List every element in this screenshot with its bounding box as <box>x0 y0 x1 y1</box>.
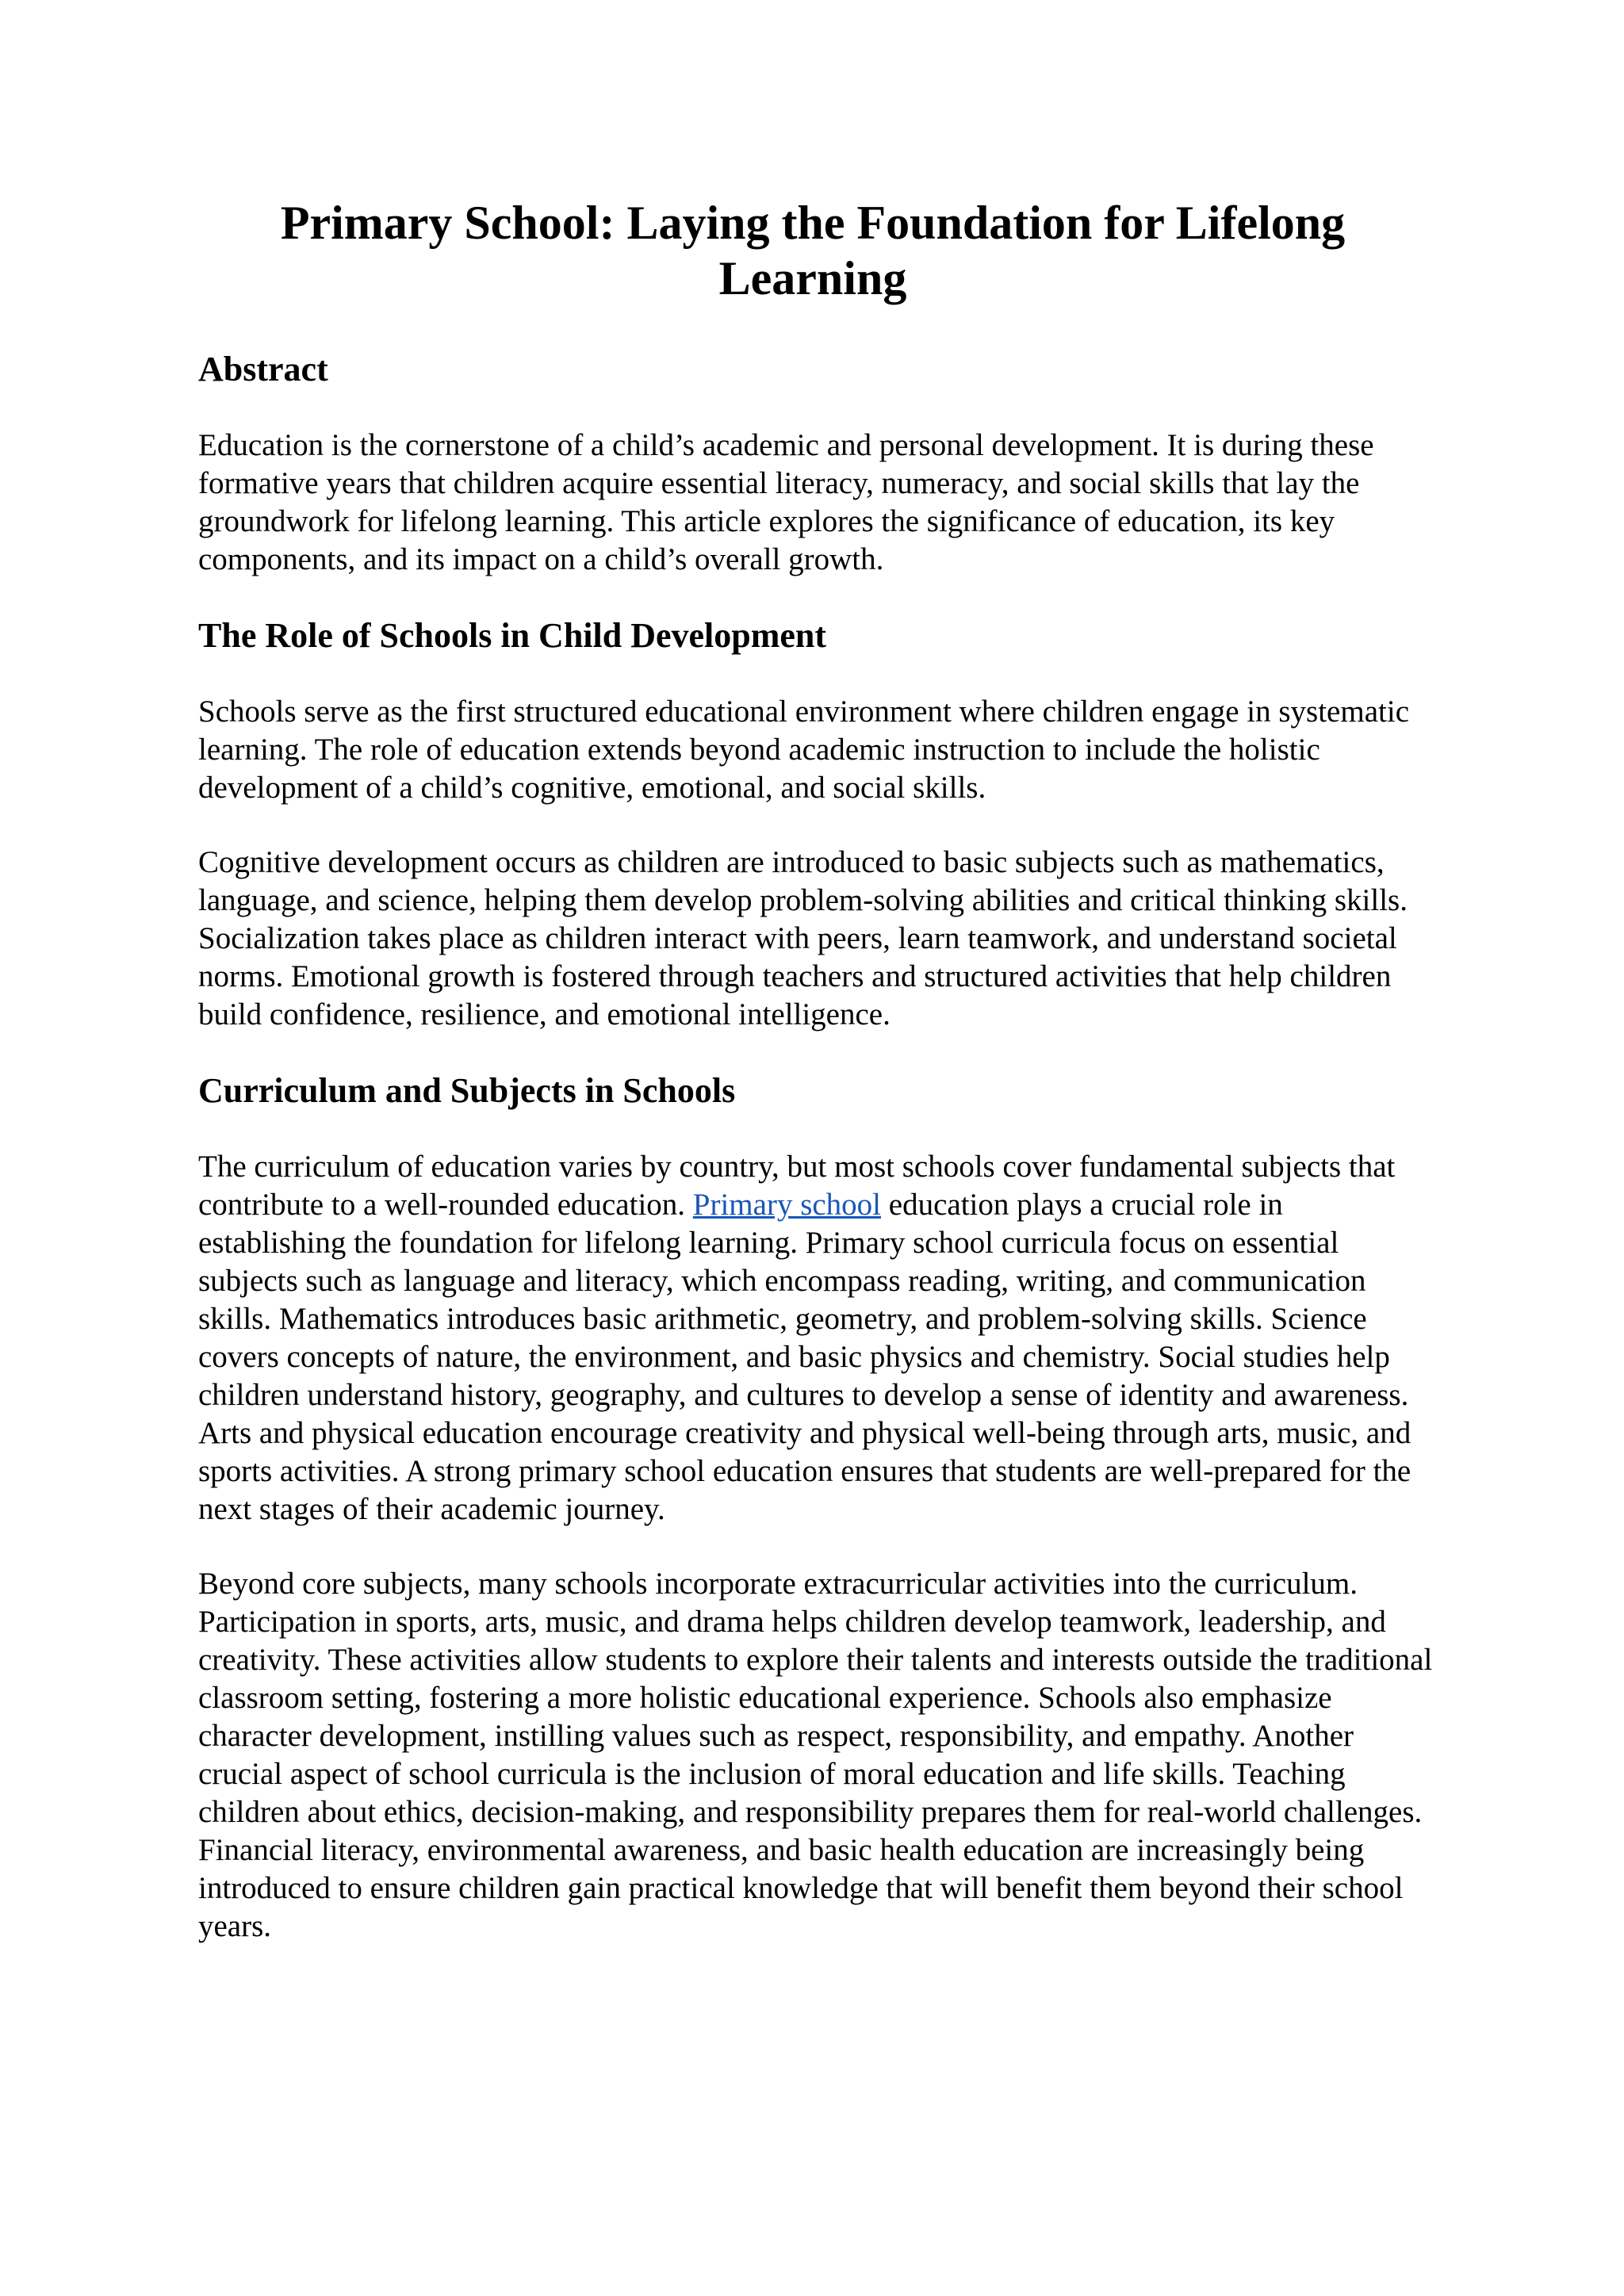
curriculum-paragraph-1-start: The curriculum of education varies by country, but most schools cover fundamental subjects that contribute to a well-rounded education. <box>198 1150 1396 1222</box>
curriculum-paragraph-2: Beyond core subjects, many schools incorporate extracurricular activities into the curriculum. Participation in sports, arts, music, and drama helps children develop teamwork, leadership, and creativity. These activities allow students to explore their talents and interests outside the traditional classroom setting, fostering a more holistic educational experience. Schools also emphasize character development, instilling values such as respect, responsibility, and empathy. Another crucial aspect of school curricula is the inclusion of moral education and life skills. Teaching children about ethics, decision-making, and responsibility prepares them for real-world challenges. Financial literacy, environmental awareness, and basic health education are increasingly being introduced to ensure children gain practical knowledge that will benefit them beyond their school years. <box>198 1567 1433 1943</box>
role-paragraph-2: Cognitive development occurs as children are introduced to basic subjects such as mathematics, language, and science, helping them develop problem-solving abilities and critical thinking skills. Socialization takes place as children interact with peers, learn teamwork, and understand societal norms. Emotional growth is fostered through teachers and structured activities that help children build confidence, resilience, and emotional intelligence. <box>198 845 1408 1031</box>
page-title: Primary School: Laying the Foundation for Lifelong Learning <box>280 197 1346 304</box>
abstract-paragraph: Education is the cornerstone of a child’s academic and personal development. It is during these formative years that children acquire essential literacy, numeracy, and social skills that lay the groundwork for lifelong learning. This article explores the significance of education, its key components, and its impact on a child’s overall growth. <box>198 428 1374 576</box>
document-body <box>198 347 1435 1946</box>
primary-school-link[interactable]: Primary school <box>692 1188 882 1222</box>
curriculum-paragraph-1-end: education plays a crucial role in establishing the foundation for lifelong learning. Primary school curricula focus on essential subjects such as language and literacy, which encompass reading, writing, and communication skills. Mathematics introduces basic arithmetic, geometry, and problem-solving skills. Science covers concepts of nature, the environment, and basic physics and chemistry. Social studies help children understand history, geography, and cultures to develop a sense of identity and awareness. Arts and physical education encourage creativity and physical well-being through arts, music, and sports activities. A strong primary school education ensures that students are well-prepared for the next stages of their academic journey. <box>198 1188 1411 1526</box>
role-heading: The Role of Schools in Child Development <box>198 616 827 655</box>
role-paragraph-1: Schools serve as the first structured educational environment where children engage in systematic learning. The role of education extends beyond academic instruction to include the holistic development of a child’s cognitive, emotional, and social skills. <box>198 695 1409 805</box>
curriculum-heading: Curriculum and Subjects in Schools <box>198 1071 736 1110</box>
curriculum-paragraph-1 <box>198 1148 1435 1529</box>
abstract-heading: Abstract <box>198 350 328 388</box>
